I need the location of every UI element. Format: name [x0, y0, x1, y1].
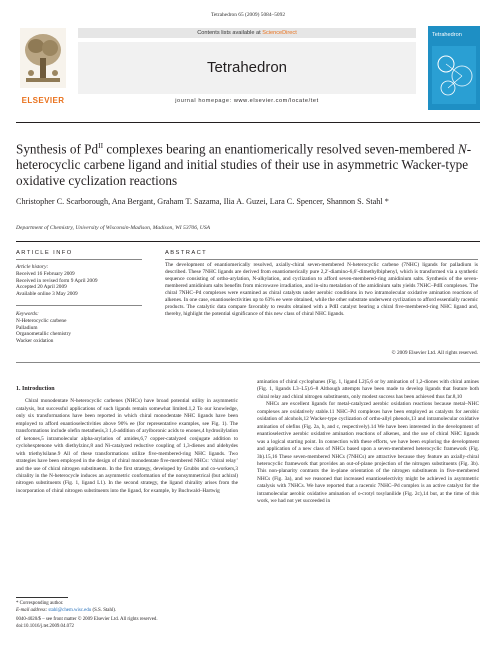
- body-paragraph: amination of chiral cyclophanes (Fig. 1, ligand L2)5,6 or by amination of 1,2-diones with chiral amines (Fig. 1, ligands L3–L5).6–8 Although attempts have been made to develop ligands that feature both chiral relay and chiral nitrogen substituents, only modest success has been achieved thus far.8,10: [257, 379, 479, 400]
- keyword-item: N-Heterocyclic carbene: [16, 317, 67, 324]
- email-suffix: (S.S. Stahl).: [91, 607, 117, 613]
- header-rule: [16, 241, 480, 242]
- history-item: Received 16 February 2009: [16, 270, 75, 277]
- abstract-rule: [165, 259, 478, 260]
- issn-line: 0040-4020/$ – see front matter © 2009 Elsevier Ltd. All rights reserved.: [16, 617, 158, 622]
- article-info-heading: ARTICLE INFO: [16, 250, 73, 256]
- sciencedirect-link[interactable]: ScienceDirect: [262, 30, 297, 36]
- title-part-3: -heterocyclic carbene ligand and initial studies of their use in asymmetric Wacker-type oxidative cyclization reactions: [16, 141, 472, 189]
- journal-citation: Tetrahedron 65 (2009) 5084–5092: [210, 12, 286, 18]
- email-label: E-mail address:: [16, 607, 49, 613]
- journal-title-band: [78, 42, 416, 94]
- title-part-1: Synthesis of Pd: [16, 141, 99, 157]
- introduction-heading: 1. Introduction: [16, 386, 55, 392]
- body-paragraph: NHCs are excellent ligands for metal-catalyzed aerobic oxidation reactions because metal–NHC complexes are oxidatively stable.11 NHC–Pd complexes have been employed as catalysts for aerobic oxidation of alcohols,12 Wacker-type cyclization of ortho-allyl phenols,13 and intramolecular oxidative amination of olefins (Fig. 2a, b, and c, respectively).14 We have been interested in the development of enantioselective aerobic oxidative amination reactions of alkenes, and the use of chiral NHC ligands was a logical starting point. In connection with these efforts, we have been exploring the development and application of a new class of NHCs based upon a seven-membered heterocyclic framework (Fig. 3b).15,16 These seven-membered NHCs (7NHCs) are attractive because they feature an axially-chiral heterocyclic framework that provides an out-of-plane projection of the nitrogen substituents (Fig. 3b). This non-planarity contrasts the in-plane orientation of the nitrogen substituents in five-membered NHCs (Fig. 3a), and we reasoned that increased enantioselectivity might be achieved in asymmetric catalysis with 7NHCs. We have reported that a racemic 7NHC–Pd complex is an active catalyst for the intramolecular aerobic oxidative amination of o-crotyl tosylanilide (Fig. 2c),14 but, at the time of this work, we had not yet succeeded in: [257, 401, 479, 505]
- footnote-rule: [16, 597, 68, 598]
- journal-homepage: [78, 98, 416, 104]
- body-column-left: [16, 386, 238, 495]
- homepage-url[interactable]: www.elsevier.com/locate/tet: [233, 98, 319, 104]
- keywords-label: Keywords:: [16, 310, 39, 317]
- author-list: Christopher C. Scarborough, Ana Bergant, Graham T. Sazama, Ilia A. Guzei, Lara C. Spencer, Shannon S. Stahl *: [16, 197, 389, 206]
- body-column-right: [257, 379, 479, 506]
- cover-title: Tetrahedron: [432, 32, 462, 38]
- masthead-center: [78, 28, 416, 112]
- abstract-text: The development of enantiomerically resolved, axially-chiral seven-membered N-heterocyclic carbene (7NHC) ligands for palladium is described. These 7NHC ligands are derived from enantiomerically pure 2,2′-diamino-6,6′-dimethylbiphenyl, which is transformed via a synthetic sequence consisting of ortho-arylation, N-alkylation, and cyclization to afford seven-membered-ring amidinium salts. Synthesis of the seven-membered amidinium salts benefits from microwave irradiation, and in-situ metalation of the amidinium salts yields 7NHC–PdII complexes. The chiral 7NHC–Pd complexes were examined as chiral catalysts under aerobic conditions in two intramolecular oxidative amination reactions of alkenes. In one case, enantioselectivities up to 63% ee were obtained, while the other substrate underwent cyclization to afford essentially racemic products. The catalytic data compare favorably to results obtained with a PdII catalyst bearing a chiral five-membered-ring NHC ligand and, thereby, highlight the potential significance of this new class of chiral NHC ligands.: [165, 262, 478, 317]
- history-label: Article history:: [16, 264, 49, 270]
- keywords-block: [16, 305, 142, 345]
- body-paragraph: Chiral monodentate N-heterocyclic carbenes (NHCs) have broad potential utility in asymmetric catalysis, but successful applications of such ligands remain somewhat limited.1,2 To our knowledge, only six transformations have been reported in which chiral monodentate NHC ligands have been employed to afford enantioselectivities above 90% ee (for representative examples, see Fig. 1). The transformations include olefin metathesis,3 1,4-addition of arylboronic acids to enones,4 hydrosilylation of ketones,5 intramolecular alpha-arylation of amides,6,7 copper-catalyzed conjugate addition to cyclohexptenone with diethylzinc,8 and Ni-catalyzed reductive coupling of 1,3-dienes and aldehydes with triethylsilane.9 All of these transformations utilize five-membered-ring NHC ligands. Two strategies have been employed in the design of chiral monodentate five-membered NHCs: ‘chiral relay’ and the use of chiral nitrogen substituents. In the first strategy, developed by Grubbs and co-workers,3 chirality in the N-heterocycle induces an asymmetric conformation of the nonsymmetrical (but achiral) nitrogen substituents (Fig. 1, ligand L1). In the second strategy, the ligand chirality arises from the incorporation of chiral nitrogen substituents into the ligand, for example, by Buchwald–Hartwig: [16, 398, 238, 494]
- article-title: [16, 138, 476, 189]
- keyword-item: Palladium: [16, 324, 38, 331]
- footnote: [16, 601, 238, 614]
- title-part-2: complexes bearing an enantiomerically resolved seven-membered: [103, 141, 458, 157]
- elsevier-tree-icon: [20, 28, 66, 88]
- author-affiliation: Department of Chemistry, University of Wisconsin-Madison, Madison, WI 53706, USA: [16, 225, 211, 231]
- journal-title: Tetrahedron: [206, 59, 288, 76]
- journal-masthead: [16, 24, 480, 120]
- history-item: Received in revised form 9 April 2009: [16, 277, 98, 284]
- bottom-meta: [16, 617, 238, 630]
- masthead-rule: [16, 122, 480, 123]
- elsevier-logo-text: ELSEVIER: [21, 96, 65, 105]
- keyword-item: Organometallic chemistry: [16, 331, 72, 338]
- info-rule: [16, 259, 142, 260]
- email-link[interactable]: stahl@chem.wisc.edu: [48, 607, 92, 613]
- journal-cover-thumbnail[interactable]: [428, 26, 480, 110]
- abstract-heading: ABSTRACT: [165, 250, 208, 256]
- contents-prefix: Contents lists available at: [197, 30, 263, 36]
- keyword-item: Wacker oxidation: [16, 338, 54, 345]
- history-item: Available online 3 May 2009: [16, 291, 78, 298]
- contents-bar: [78, 28, 416, 38]
- article-info: [16, 264, 142, 345]
- doi-line[interactable]: doi:10.1016/j.tet.2009.04.072: [16, 623, 75, 629]
- cover-art-icon: [432, 46, 476, 104]
- elsevier-logo[interactable]: [16, 24, 70, 112]
- history-item: Accepted 20 April 2009: [16, 284, 67, 291]
- email-line: [16, 608, 238, 615]
- abstract-bottom-rule: [16, 362, 480, 363]
- abstract-copyright: © 2009 Elsevier Ltd. All rights reserved.: [391, 350, 478, 356]
- title-italic: N: [457, 141, 467, 157]
- corresponding-author-note: * Corresponding author.: [16, 601, 64, 606]
- homepage-prefix: journal homepage:: [175, 98, 234, 104]
- title-superscript: II: [98, 141, 104, 150]
